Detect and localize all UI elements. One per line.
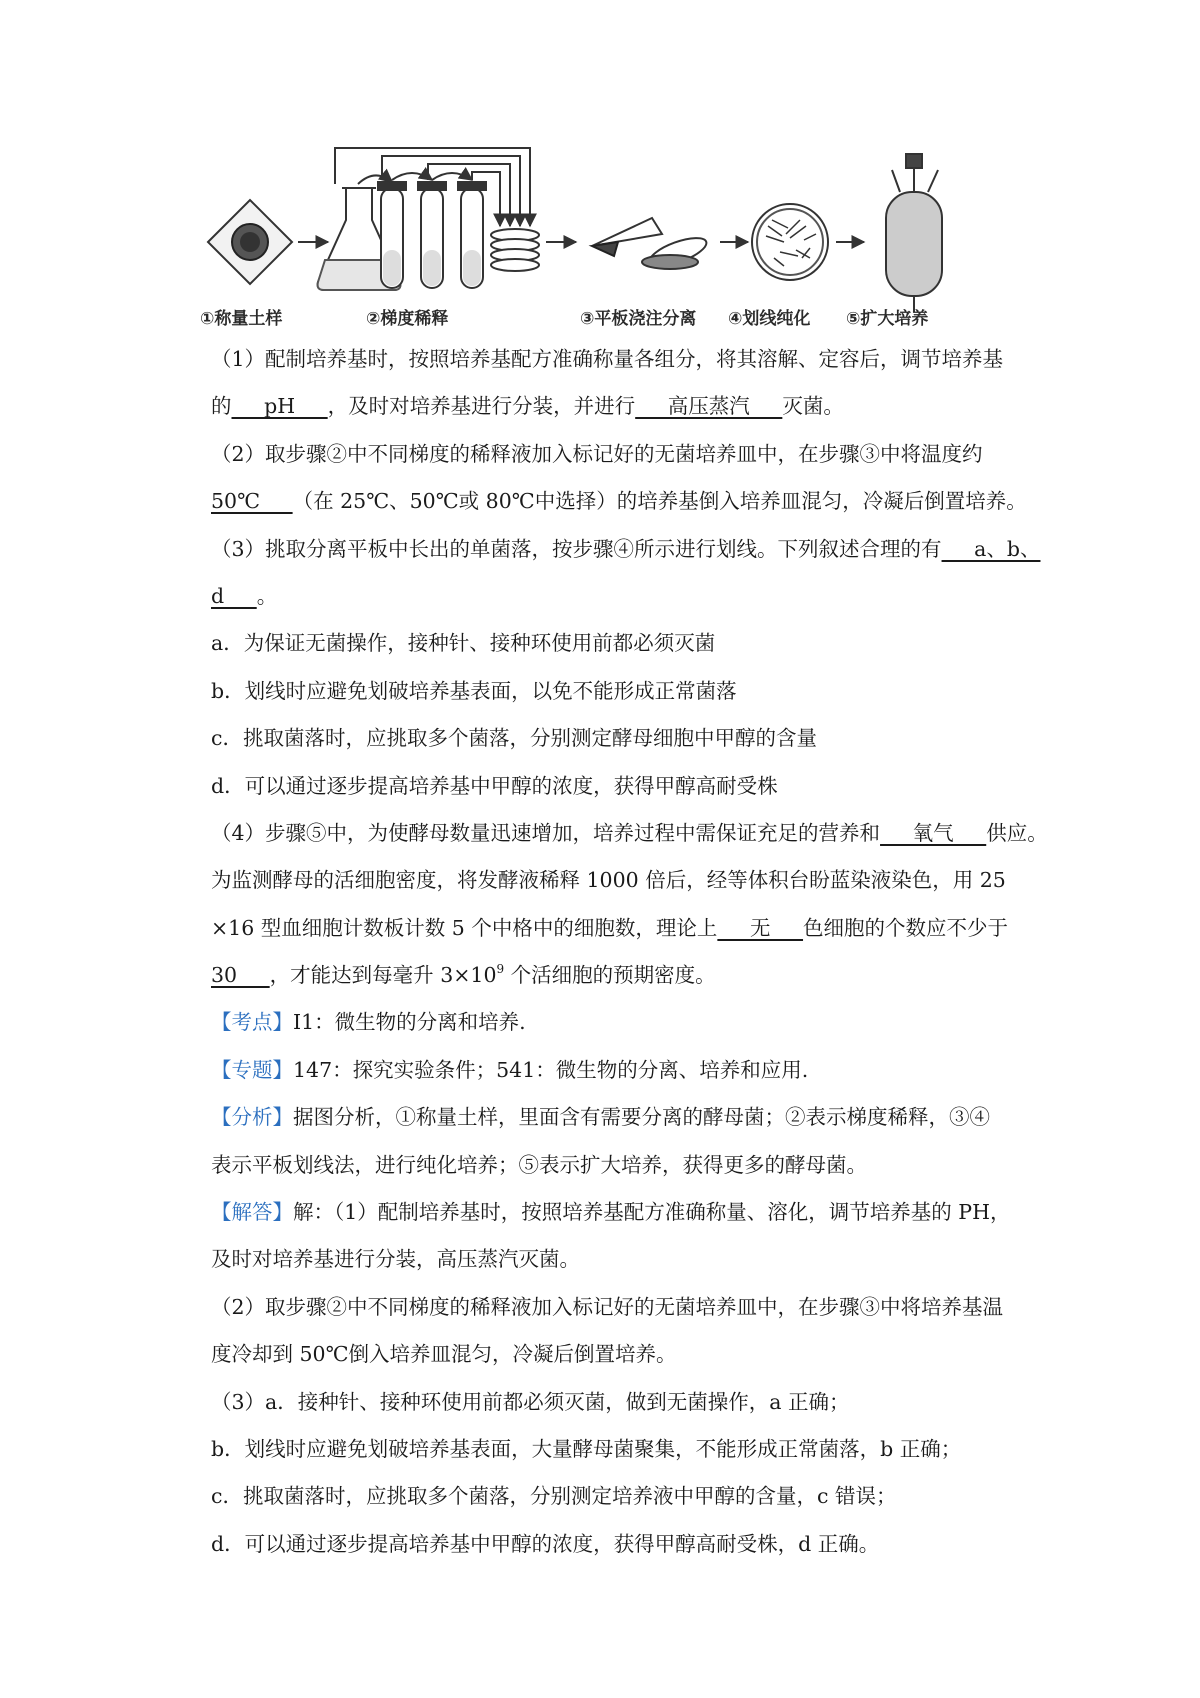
- question-body: [211, 336, 1048, 1568]
- jieda-line-5: （3）a．接种针、接种环使用前都必须灭菌，做到无菌操作，a 正确；: [211, 1389, 850, 1414]
- q2-line-1: [211, 431, 1026, 478]
- pour-plate-icon: [592, 218, 710, 272]
- q2-line-2: [211, 478, 1026, 525]
- zhuanti-text: 147：探究实验条件；541：微生物的分离、培养和应用.: [293, 1057, 809, 1082]
- q4-post1: 供应。: [986, 820, 1048, 845]
- jieda-line-1: [211, 1189, 1026, 1236]
- q2-post: （在 25℃、50℃或 80℃中选择）的培养基倒入培养皿混匀，冷凝后倒置培养。: [292, 489, 1027, 514]
- fermenter-icon: [886, 154, 942, 312]
- caption-step-3: ③平板浇注分离: [580, 309, 697, 329]
- kaodian-text: I1：微生物的分离和培养.: [293, 1010, 526, 1035]
- q4-answer-color: 无: [717, 915, 804, 940]
- q1-text: （1）配制培养基时，按照培养基配方准确称量各组分，将其溶解、定容后，调节培养基: [211, 347, 1004, 371]
- jieda-line-8: d．可以通过逐步提高培养基中甲醇的浓度，获得甲醇高耐受株，d 正确。: [211, 1531, 880, 1556]
- q4-answer-oxygen: 氧气: [880, 820, 987, 845]
- jieda-line-7: c．挑取菌落时，应挑取多个菌落，分别测定培养液中甲醇的含量，c 错误；: [211, 1484, 897, 1509]
- plates-stack-icon: [491, 229, 539, 271]
- q4-line-4: [211, 952, 1026, 999]
- q3-answer-part2: d: [211, 583, 257, 608]
- q2-text: （2）取步骤②中不同梯度的稀释液加入标记好的无菌培养皿中，在步骤③中将温度约: [211, 441, 983, 466]
- q3-option-a: a．为保证无菌操作，接种针、接种环使用前都必须灭菌: [211, 631, 716, 656]
- caption-step-4: ④划线纯化: [728, 309, 811, 329]
- q2-answer: 50℃: [211, 489, 293, 514]
- q3-line-1: [211, 526, 1041, 573]
- q3-post: 。: [256, 583, 278, 608]
- jieda-line-2: 及时对培养基进行分装，高压蒸汽灭菌。: [211, 1247, 580, 1272]
- caption-step-5: ⑤扩大培养: [846, 309, 929, 329]
- jieda-line-6: b．划线时应避免划破培养基表面，大量酵母菌聚集，不能形成正常菌落，b 正确；: [211, 1436, 962, 1461]
- q4-line3-post: 色细胞的个数应不少于: [803, 915, 1009, 940]
- fenxi-line-2: 表示平板划线法，进行纯化培养；⑤表示扩大培养，获得更多的酵母菌。: [211, 1152, 867, 1177]
- procedure-figure: [200, 140, 1020, 330]
- streak-plate-icon: [752, 204, 828, 280]
- q1-line-1: [211, 336, 1026, 383]
- q3-option-c: c．挑取菌落时，应挑取多个菌落，分别测定酵母细胞中甲醇的含量: [211, 726, 817, 751]
- q3-answer-part1: a、b、: [941, 536, 1041, 561]
- q4-answer-count: 30: [211, 963, 270, 988]
- kaodian-tag: 【考点】: [211, 1010, 293, 1035]
- q4-line3-pre: ×16 型血细胞计数板计数 5 个中格中的细胞数，理论上: [211, 915, 718, 940]
- fenxi-line-1: [211, 1094, 1026, 1141]
- jieda-line-3: （2）取步骤②中不同梯度的稀释液加入标记好的无菌培养皿中，在步骤③中将培养基温: [211, 1294, 1004, 1319]
- fenxi-tag: 【分析】: [211, 1105, 293, 1130]
- q1-mid: ，及时对培养基进行分装，并进行: [327, 394, 636, 419]
- q4-line-2: 为监测酵母的活细胞密度，将发酵液稀释 1000 倍后，经等体积台盼蓝染液染色，用 25: [211, 868, 1006, 893]
- soil-sample-icon: [208, 200, 292, 284]
- q1-post: 灭菌。: [782, 394, 844, 419]
- jieda-line-4: 度冷却到 50℃倒入培养皿混匀，冷凝后倒置培养。: [211, 1342, 677, 1367]
- kaodian-line: [211, 999, 1026, 1046]
- q4-text: （4）步骤⑤中，为使酵母数量迅速增加，培养过程中需保证充足的营养和: [211, 820, 881, 845]
- q4-line-1: [211, 810, 1048, 857]
- caption-step-2: ②梯度稀释: [366, 309, 449, 329]
- q4-exponent: 9: [496, 962, 505, 977]
- q4-line4-post: 个活细胞的预期密度。: [504, 963, 716, 988]
- q4-line4-mid: ，才能达到每毫升 3×10: [269, 963, 497, 988]
- zhuanti-line: [211, 1047, 1026, 1094]
- q3-option-d: d．可以通过逐步提高培养基中甲醇的浓度，获得甲醇高耐受株: [211, 773, 778, 798]
- q1-line-2: [211, 383, 1026, 430]
- q1-answer-ph: pH: [231, 394, 328, 419]
- q1-answer-sterilize: 高压蒸汽: [635, 394, 783, 419]
- q3-line-2: [211, 573, 1026, 620]
- q3-text: （3）挑取分离平板中长出的单菌落，按步骤④所示进行划线。下列叙述合理的有: [211, 536, 942, 561]
- jieda-text-1: 解：（1）配制培养基时，按照培养基配方准确称量、溶化，调节培养基的 PH，: [293, 1200, 1011, 1225]
- zhuanti-tag: 【专题】: [211, 1057, 293, 1082]
- q4-line-3: [211, 905, 1026, 952]
- test-tubes-icon: [378, 182, 486, 288]
- jieda-tag: 【解答】: [211, 1200, 293, 1225]
- caption-step-1: ①称量土样: [200, 309, 283, 329]
- q3-option-b: b．划线时应避免划破培养基表面，以免不能形成正常菌落: [211, 678, 737, 703]
- q1-pre: 的: [211, 394, 232, 419]
- fenxi-text-1: 据图分析，①称量土样，里面含有需要分离的酵母菌；②表示梯度稀释，③④: [293, 1105, 990, 1130]
